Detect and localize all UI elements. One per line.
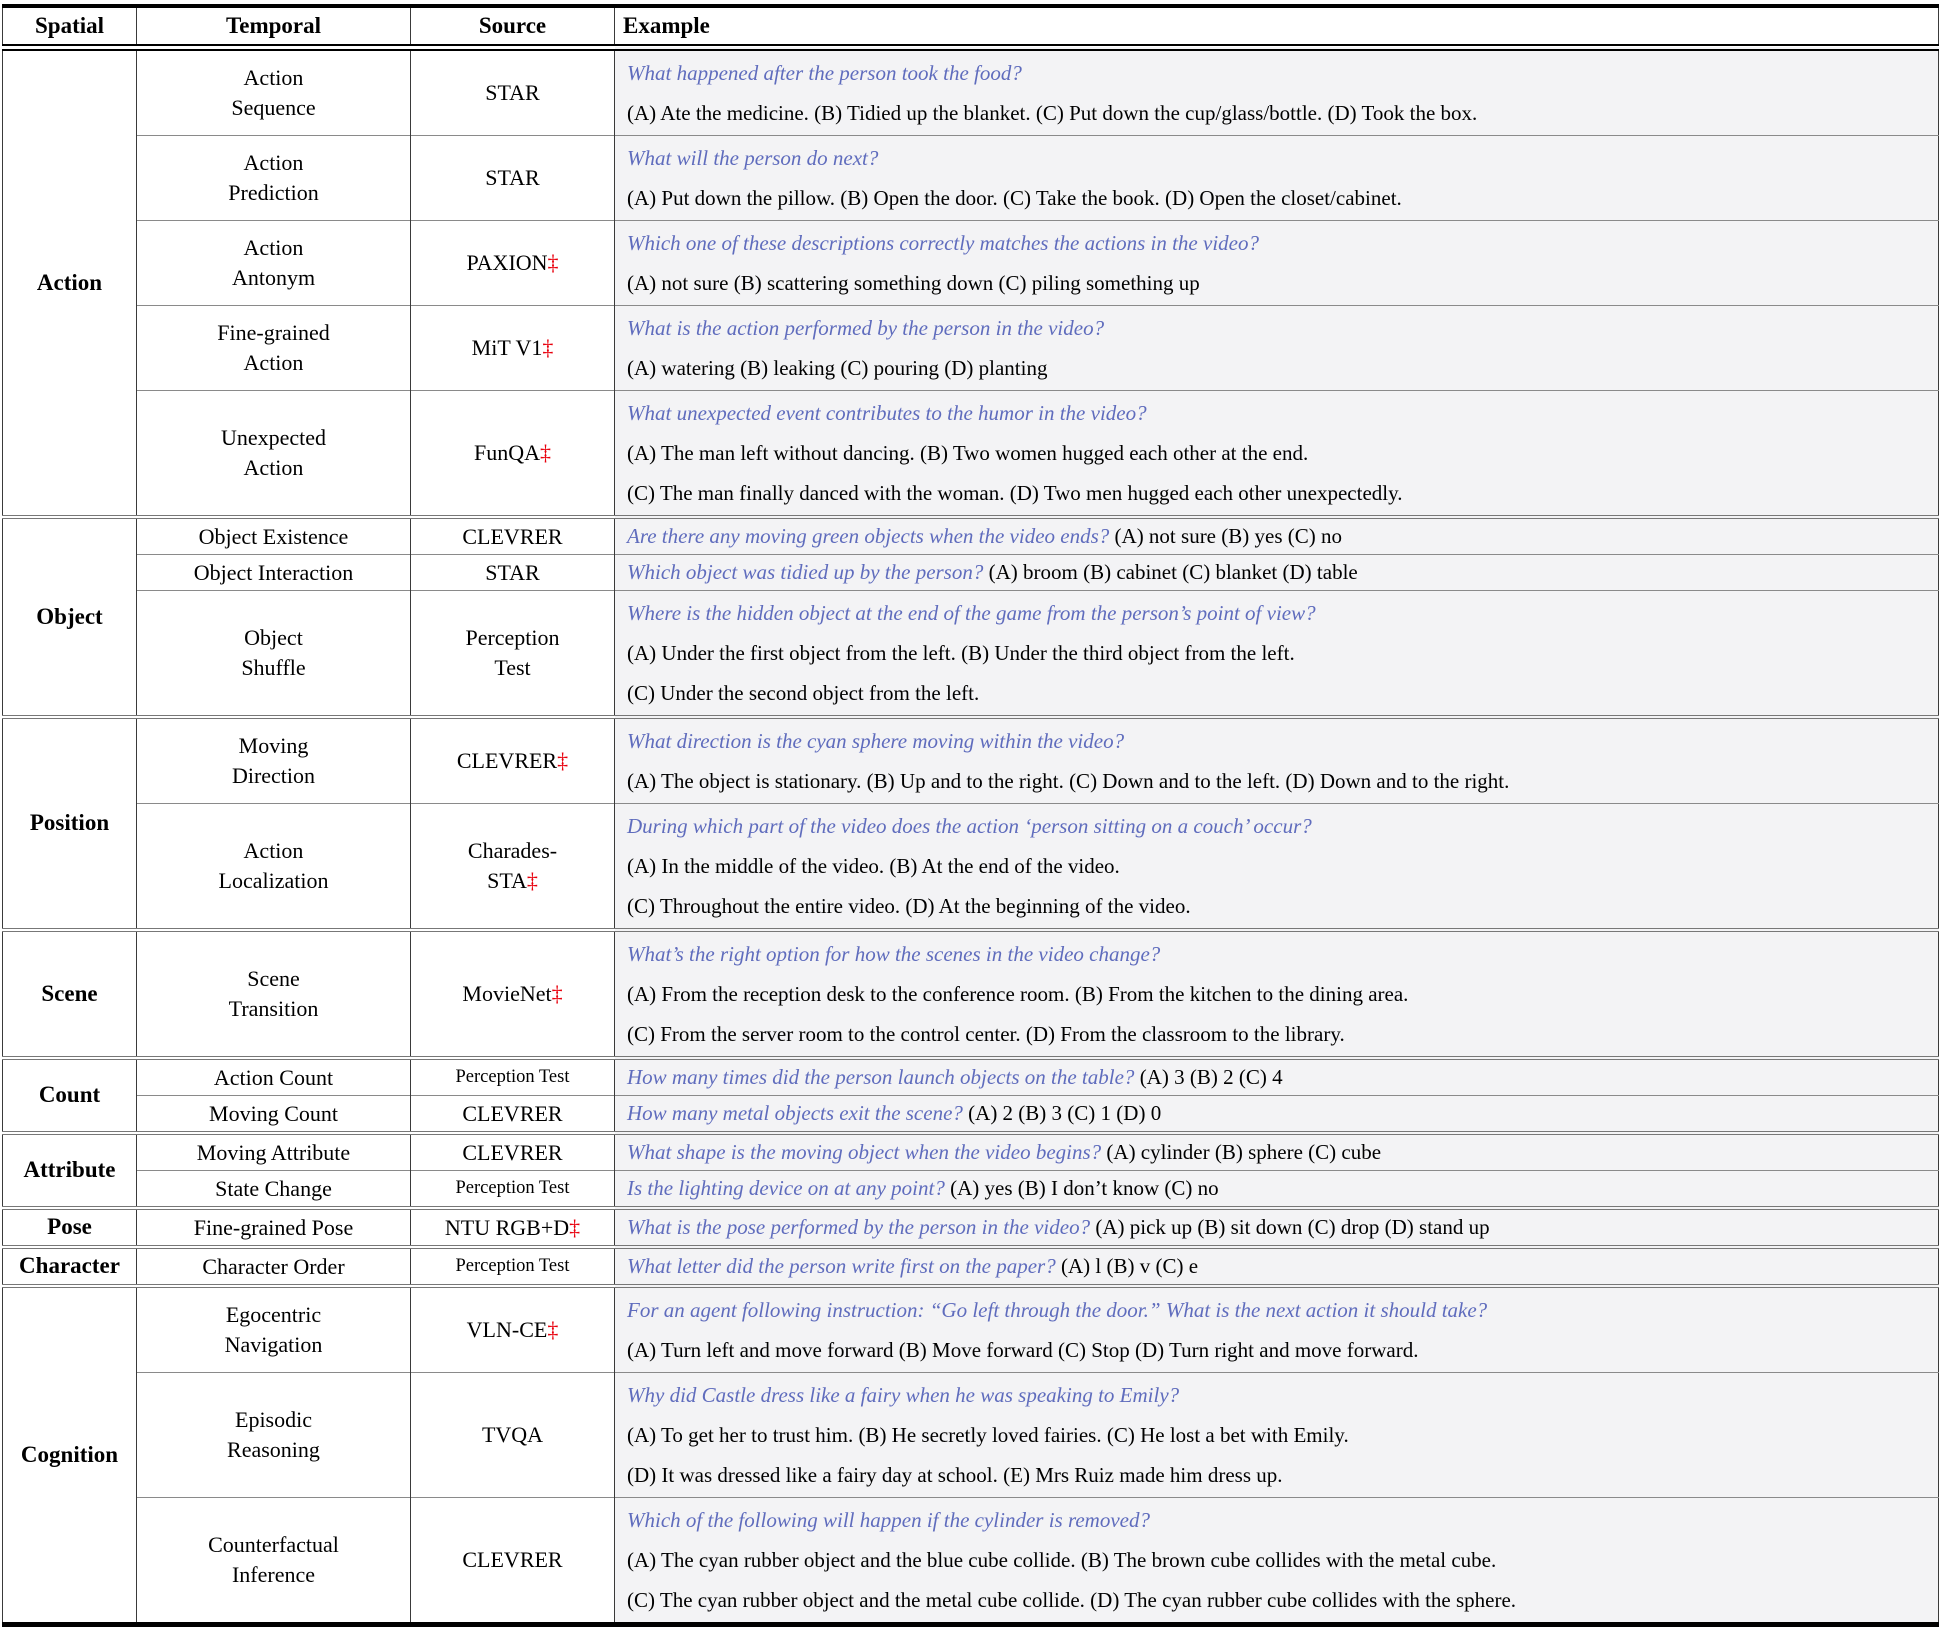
example-cell [615, 1208, 1939, 1247]
task-label: Prediction [228, 179, 319, 205]
task-label: Action Count [213, 1064, 334, 1090]
question-text: For an agent following instruction: “Go left through the door.” What is the next action it should take? [627, 1297, 1488, 1322]
question-text: Are there any moving green objects when the video ends? [627, 523, 1115, 548]
example-cell [615, 1286, 1939, 1373]
source-label: CLEVRER [462, 1139, 563, 1165]
answer-options: (A) Turn left and move forward (B) Move forward (C) Stop (D) Turn right and move forward. [627, 1337, 1419, 1362]
table-row [3, 305, 1939, 390]
task-label: Unexpected [220, 424, 327, 450]
source-cell [411, 1058, 615, 1096]
source-cell [411, 554, 615, 590]
task-cell [137, 390, 411, 517]
task-label: Action [243, 234, 304, 260]
category-cell: Action [3, 47, 137, 517]
question-text: Which of the following will happen if the cylinder is removed? [627, 1507, 1150, 1532]
category-cell: Pose [3, 1208, 137, 1247]
task-label: Antonym [231, 264, 316, 290]
question-text: What is the action performed by the person in the video? [627, 315, 1105, 340]
task-label: Moving Attribute [196, 1139, 351, 1165]
source-label: NTU RGB+D‡ [444, 1214, 581, 1240]
source-label: MovieNet‡ [462, 980, 563, 1006]
task-cell [137, 1497, 411, 1624]
source-label: CLEVRER [462, 523, 563, 549]
double-dagger-icon: ‡ [526, 867, 538, 893]
double-dagger-icon: ‡ [540, 439, 551, 465]
answer-options: (A) The object is stationary. (B) Up and to the right. (C) Down and to the left. (D) Down and to the right. [627, 768, 1510, 793]
answer-options: (A) From the reception desk to the conference room. (B) From the kitchen to the dining area. [627, 981, 1409, 1006]
table-body [3, 47, 1939, 1624]
question-text: Where is the hidden object at the end of the game from the person’s point of view? [627, 600, 1316, 625]
source-label: CLEVRER [462, 1100, 563, 1126]
source-cell [411, 1208, 615, 1247]
double-dagger-icon: ‡ [551, 980, 563, 1006]
table-row [3, 1208, 1939, 1247]
header-row [3, 6, 1939, 47]
source-label: STA‡ [487, 867, 538, 893]
example-cell [615, 1058, 1939, 1096]
source-label: Perception Test [455, 1066, 570, 1087]
example-cell [615, 135, 1939, 220]
source-cell [411, 1372, 615, 1497]
task-cell [137, 717, 411, 804]
task-cell [137, 1095, 411, 1133]
table-row [3, 47, 1939, 135]
example-cell [615, 1497, 1939, 1624]
source-label: Perception [465, 624, 560, 650]
question-text: What happened after the person took the food? [627, 60, 1022, 85]
source-label: VLN-CE‡ [466, 1316, 559, 1342]
example-line [627, 1252, 1926, 1281]
example-cell [615, 554, 1939, 590]
table-row [3, 220, 1939, 305]
example-cell [615, 803, 1939, 930]
example-cell [615, 220, 1939, 305]
task-cell [137, 517, 411, 555]
question-text: What direction is the cyan sphere moving within the video? [627, 728, 1125, 753]
task-label: State Change [215, 1175, 332, 1201]
task-label: Action [243, 454, 304, 480]
example-line [627, 1099, 1926, 1128]
table-row [3, 517, 1939, 555]
question-text: How many metal objects exit the scene? [627, 1100, 969, 1125]
example-cell [615, 390, 1939, 517]
task-label: Action [243, 349, 304, 375]
question-text: Which object was tidied up by the person? [627, 559, 989, 584]
task-label: Action [243, 837, 304, 863]
question-text: Which one of these descriptions correctly matches the actions in the video? [627, 230, 1259, 255]
question-text: What will the person do next? [627, 145, 879, 170]
task-label: Fine-grained [217, 319, 330, 345]
source-cell [411, 1133, 615, 1171]
answer-options: (A) cylinder (B) sphere (C) cube [1106, 1139, 1382, 1164]
question-text: How many times did the person launch objects on the table? [627, 1064, 1140, 1089]
task-label: Object [244, 624, 303, 650]
source-label: CLEVRER [462, 1546, 563, 1572]
table-row [3, 1372, 1939, 1497]
question-text: Is the lighting device on at any point? [627, 1175, 951, 1200]
task-cell [137, 930, 411, 1058]
answer-options: (A) To get her to trust him. (B) He secretly loved fairies. (C) He lost a bet with Emily. [627, 1422, 1349, 1447]
source-cell [411, 305, 615, 390]
source-cell [411, 1247, 615, 1286]
question-text: What letter did the person write first on the paper? [627, 1253, 1061, 1278]
task-cell [137, 1058, 411, 1096]
example-cell [615, 47, 1939, 135]
category-cell: Character [3, 1247, 137, 1286]
task-label: Character Order [202, 1253, 345, 1279]
task-label: Direction [231, 762, 316, 788]
table-row [3, 554, 1939, 590]
task-label: Object Interaction [193, 559, 354, 585]
task-label: Action [243, 64, 304, 90]
source-cell [411, 1170, 615, 1208]
table-row [3, 135, 1939, 220]
source-cell [411, 590, 615, 717]
source-label: Perception Test [455, 1177, 570, 1198]
example-cell [615, 1170, 1939, 1208]
table-row [3, 1170, 1939, 1208]
example-cell [615, 1372, 1939, 1497]
table-row [3, 803, 1939, 930]
answer-options: (A) Ate the medicine. (B) Tidied up the blanket. (C) Put down the cup/glass/bottle. (D) Took the box. [627, 100, 1478, 125]
example-cell [615, 717, 1939, 804]
answer-options: (A) broom (B) cabinet (C) blanket (D) table [988, 559, 1358, 584]
task-label: Action [243, 149, 304, 175]
source-cell [411, 803, 615, 930]
example-cell [615, 1095, 1939, 1133]
task-cell [137, 305, 411, 390]
double-dagger-icon: ‡ [569, 1214, 581, 1240]
source-cell [411, 1497, 615, 1624]
task-benchmark-table [2, 4, 1939, 1627]
double-dagger-icon: ‡ [547, 249, 559, 275]
example-line [627, 522, 1926, 551]
task-cell [137, 1208, 411, 1247]
table-row [3, 590, 1939, 717]
source-label: MiT V1‡ [471, 334, 554, 360]
table-row [3, 1058, 1939, 1096]
answer-options: (A) Put down the pillow. (B) Open the door. (C) Take the book. (D) Open the closet/cabinet. [627, 185, 1402, 210]
task-label: Reasoning [227, 1436, 320, 1462]
example-line [627, 1063, 1926, 1092]
task-cell [137, 1372, 411, 1497]
answer-options: (C) Throughout the entire video. (D) At the beginning of the video. [627, 893, 1191, 918]
answer-options: (A) watering (B) leaking (C) pouring (D) planting [627, 355, 1048, 380]
source-label: CLEVRER‡ [456, 747, 569, 773]
task-cell [137, 47, 411, 135]
table-row [3, 930, 1939, 1058]
task-label: Moving [238, 732, 309, 758]
example-cell [615, 1247, 1939, 1286]
question-text: What unexpected event contributes to the humor in the video? [627, 400, 1147, 425]
task-cell [137, 1286, 411, 1373]
source-label: STAR [485, 79, 540, 105]
task-cell [137, 220, 411, 305]
table-row [3, 1286, 1939, 1373]
task-cell [137, 135, 411, 220]
question-text: What is the pose performed by the person in the video? [627, 1214, 1096, 1239]
answer-options: (C) The cyan rubber object and the metal cube collide. (D) The cyan rubber cube collides with the sphere. [627, 1587, 1517, 1612]
example-line [627, 1174, 1926, 1203]
category-cell: Scene [3, 930, 137, 1058]
task-label: Transition [228, 995, 319, 1021]
answer-options: (A) 3 (B) 2 (C) 4 [1139, 1064, 1283, 1089]
header-example: Example [615, 6, 1939, 47]
example-cell [615, 930, 1939, 1058]
task-label: Fine-grained Pose [193, 1214, 354, 1240]
source-label: STAR [485, 559, 540, 585]
source-label: FunQA‡ [473, 439, 551, 465]
source-label: PAXION‡ [466, 249, 559, 275]
source-label: STAR [485, 164, 540, 190]
answer-options: (A) The man left without dancing. (B) Two women hugged each other at the end. [627, 440, 1309, 465]
answer-options: (A) l (B) v (C) e [1060, 1253, 1199, 1278]
task-label: Sequence [231, 94, 316, 120]
source-label: Perception Test [455, 1255, 570, 1276]
task-label: Object Existence [198, 523, 349, 549]
task-cell [137, 554, 411, 590]
task-label: Moving Count [209, 1100, 338, 1126]
task-cell [137, 1247, 411, 1286]
table-row [3, 1095, 1939, 1133]
example-cell [615, 305, 1939, 390]
task-cell [137, 803, 411, 930]
answer-options: (A) Under the first object from the left. (B) Under the third object from the left. [627, 640, 1295, 665]
task-label: Inference [231, 1561, 316, 1587]
answer-options: (A) not sure (B) yes (C) no [1114, 523, 1342, 548]
double-dagger-icon: ‡ [542, 334, 554, 360]
source-cell [411, 390, 615, 517]
answer-options: (C) Under the second object from the left. [627, 680, 980, 705]
source-cell [411, 717, 615, 804]
example-cell [615, 590, 1939, 717]
answer-options: (C) From the server room to the control center. (D) From the classroom to the library. [627, 1021, 1345, 1046]
task-label: Episodic [235, 1406, 312, 1432]
answer-options: (A) pick up (B) sit down (C) drop (D) stand up [1095, 1214, 1490, 1239]
example-line [627, 558, 1926, 587]
table-row [3, 717, 1939, 804]
question-text: Why did Castle dress like a fairy when he was speaking to Emily? [627, 1382, 1180, 1407]
question-text: During which part of the video does the action ‘person sitting on a couch’ occur? [627, 813, 1312, 838]
header-source: Source [411, 6, 615, 47]
source-cell [411, 47, 615, 135]
task-cell [137, 1133, 411, 1171]
task-label: Shuffle [241, 654, 306, 680]
table-row [3, 1133, 1939, 1171]
table-row [3, 390, 1939, 517]
source-cell [411, 135, 615, 220]
table-row [3, 1247, 1939, 1286]
question-text: What’s the right option for how the scenes in the video change? [627, 941, 1161, 966]
category-cell: Count [3, 1058, 137, 1133]
answer-options: (A) yes (B) I don’t know (C) no [950, 1175, 1219, 1200]
answer-options: (A) 2 (B) 3 (C) 1 (D) 0 [968, 1100, 1162, 1125]
table-row [3, 1497, 1939, 1624]
source-cell [411, 517, 615, 555]
example-cell [615, 517, 1939, 555]
answer-options: (D) It was dressed like a fairy day at school. (E) Mrs Ruiz made him dress up. [627, 1462, 1283, 1487]
source-cell [411, 1286, 615, 1373]
example-line [627, 1213, 1926, 1242]
answer-options: (C) The man finally danced with the woman. (D) Two men hugged each other unexpectedly. [627, 480, 1403, 505]
task-label: Localization [218, 867, 329, 893]
header-spatial: Spatial [3, 6, 137, 47]
category-cell: Position [3, 717, 137, 930]
task-label: Counterfactual [208, 1531, 339, 1557]
source-cell [411, 220, 615, 305]
category-cell: Cognition [3, 1286, 137, 1625]
task-label: Navigation [224, 1331, 323, 1357]
task-cell [137, 1170, 411, 1208]
source-label: Charades- [467, 837, 558, 863]
answer-options: (A) In the middle of the video. (B) At the end of the video. [627, 853, 1120, 878]
source-label: Test [494, 654, 531, 680]
header-temporal: Temporal [137, 6, 411, 47]
double-dagger-icon: ‡ [557, 747, 569, 773]
source-cell [411, 1095, 615, 1133]
answer-options: (A) not sure (B) scattering something down (C) piling something up [627, 270, 1200, 295]
table-header [3, 6, 1939, 47]
example-line [627, 1138, 1926, 1167]
task-label: Scene [247, 965, 300, 991]
example-cell [615, 1133, 1939, 1171]
category-cell: Object [3, 517, 137, 717]
double-dagger-icon: ‡ [547, 1316, 559, 1342]
category-cell: Attribute [3, 1133, 137, 1208]
source-label: TVQA [481, 1421, 544, 1447]
source-cell [411, 930, 615, 1058]
answer-options: (A) The cyan rubber object and the blue cube collide. (B) The brown cube collides with the metal cube. [627, 1547, 1497, 1572]
task-label: Egocentric [225, 1301, 322, 1327]
task-cell [137, 590, 411, 717]
question-text: What shape is the moving object when the video begins? [627, 1139, 1107, 1164]
